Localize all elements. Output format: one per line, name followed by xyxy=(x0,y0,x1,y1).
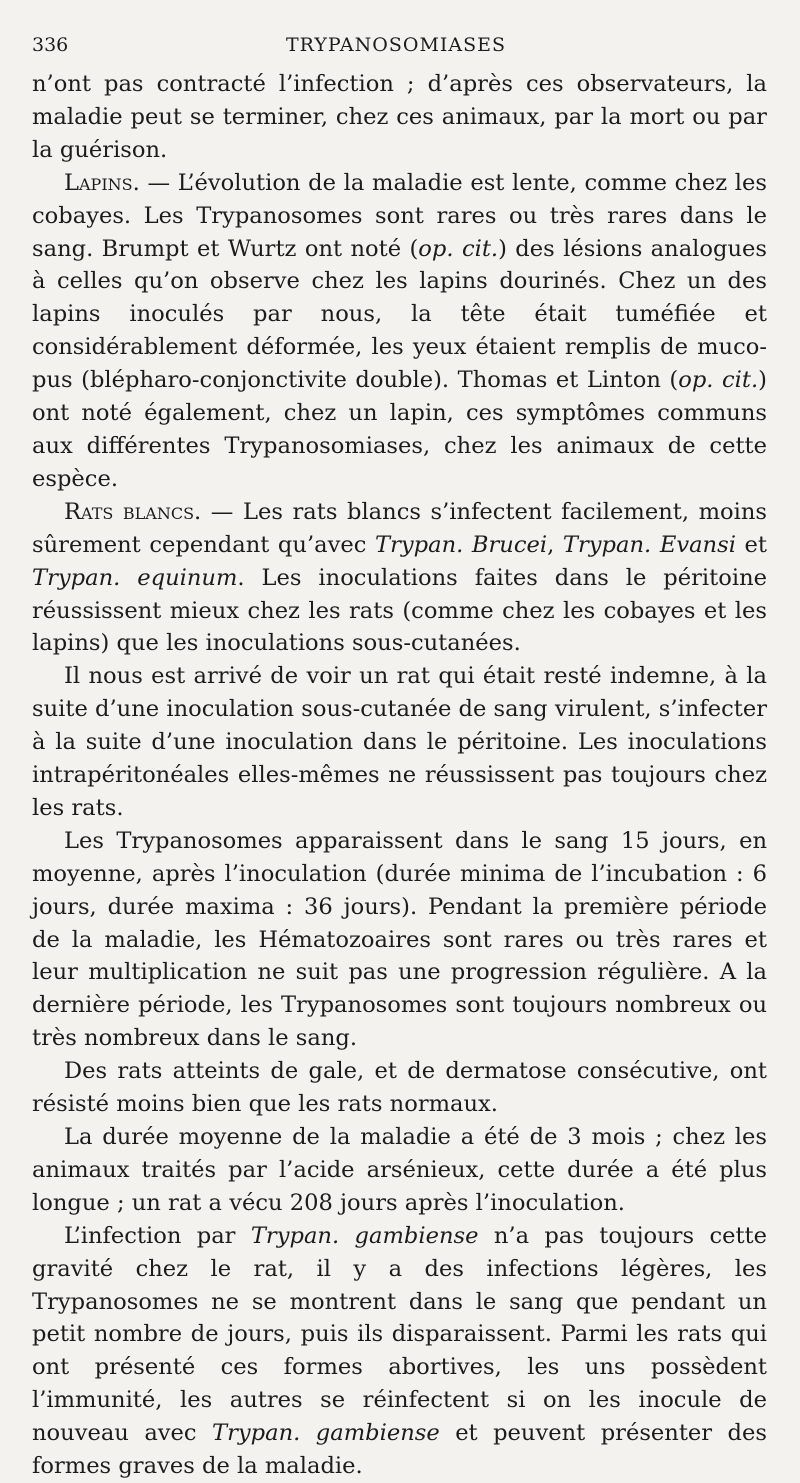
text-run: L’infection par xyxy=(64,1222,251,1249)
paragraph-p1 xyxy=(32,68,767,167)
text-run: . Les inoculations faites dans le péritoine réussissent mieux chez les rats (comme chez les cobayes et les lapins) que les inoculations sous-cutanées. xyxy=(32,564,767,657)
text-run: — L’évolution de la maladie est lente, comme chez les cobayes. Les Trypanosomes sont rares ou très rares dans le sang. Brumpt et Wurtz ont noté ( xyxy=(32,169,767,262)
text-run: Il nous est arrivé de voir un rat qui était resté indemne, à la suite d’une inoculation sous-cutanée de sang virulent, s’infecter à la suite d’une inoculation dans le péritoine. Les inoculations intrapéritonéales elles-mêmes ne réussissent pas toujours chez les rats. xyxy=(32,663,767,821)
text-run: ) des lésions analogues à celles qu’on observe chez les lapins dourinés. Chez un des lapins inoculés par nous, la tête était tuméfiée et considérablement déformée, les yeux étaient remplis de muco-pus (blépharo-conjonctivite double). Thomas et Linton ( xyxy=(32,235,767,394)
italic-text: Trypan. gambiense xyxy=(212,1420,440,1447)
section-heading: Lapins. xyxy=(64,169,140,196)
text-run: et xyxy=(735,531,767,558)
text-run: n’ont pas contracté l’infection ; d’après ces observateurs, la maladie peut se terminer, chez ces animaux, par la mort ou par la guérison. xyxy=(32,71,767,163)
paragraph-p8 xyxy=(32,1220,767,1483)
paragraph-p4 xyxy=(32,660,767,825)
paragraph-p2 xyxy=(32,167,767,496)
italic-text: op. cit. xyxy=(678,367,759,394)
text-run: ) ont noté également, chez un lapin, ces symptômes communs aux différentes Trypanosomiases, chez les animaux de cette espèce. xyxy=(32,367,767,492)
text-run: — Les rats blancs s’infectent facilement, moins sûrement cependant qu’avec xyxy=(32,498,767,558)
italic-text: Trypan. gambiense xyxy=(250,1222,479,1249)
text-run: , xyxy=(547,531,563,558)
paragraph-p3 xyxy=(32,496,767,661)
text-run: Les Trypanosomes apparaissent dans le sang 15 jours, en moyenne, après l’inoculation (durée minima de l’incubation : 6 jours, durée maxima : 36 jours). Pendant la première période de la maladie, les Hématozoaires sont rares ou très rares et leur multiplication ne suit pas une progression régulière. A la dernière période, les Trypanosomes sont toujours nombreux ou très nombreux dans le sang. xyxy=(32,827,767,1052)
paragraph-p7 xyxy=(32,1121,767,1220)
italic-text: op. cit. xyxy=(418,235,499,262)
paragraph-p6 xyxy=(32,1055,767,1121)
italic-text: Trypan. Brucei xyxy=(375,531,548,558)
italic-text: Trypan. Evansi xyxy=(562,531,736,558)
text-run: et peuvent présenter des formes graves de la maladie. xyxy=(32,1420,767,1480)
text-run: n’a pas toujours cette gravité chez le rat, il y a des infections légères, les Trypanosomes ne se montrent dans le sang que pendant un petit nombre de jours, puis ils disparaissent. Parmi les rats qui ont présenté ces formes abortives, les uns possèdent l’immunité, les autres se réinfectent si on les inocule de nouveau avec xyxy=(32,1222,767,1447)
body-text xyxy=(32,68,767,1483)
italic-text: Trypan. equinum xyxy=(32,564,238,591)
paragraph-p5 xyxy=(32,825,767,1055)
page-header xyxy=(32,34,760,62)
text-run: Des rats atteints de gale, et de dermatose consécutive, ont résisté moins bien que les rats normaux. xyxy=(32,1058,767,1118)
text-run: La durée moyenne de la maladie a été de 3 mois ; chez les animaux traités par l’acide arsénieux, cette durée a été plus longue ; un rat a vécu 208 jours après l’inoculation. xyxy=(32,1124,767,1216)
section-heading: Rats blancs. xyxy=(64,498,202,525)
running-title: TRYPANOSOMIASES xyxy=(285,34,507,56)
page-number: 336 xyxy=(32,34,69,56)
